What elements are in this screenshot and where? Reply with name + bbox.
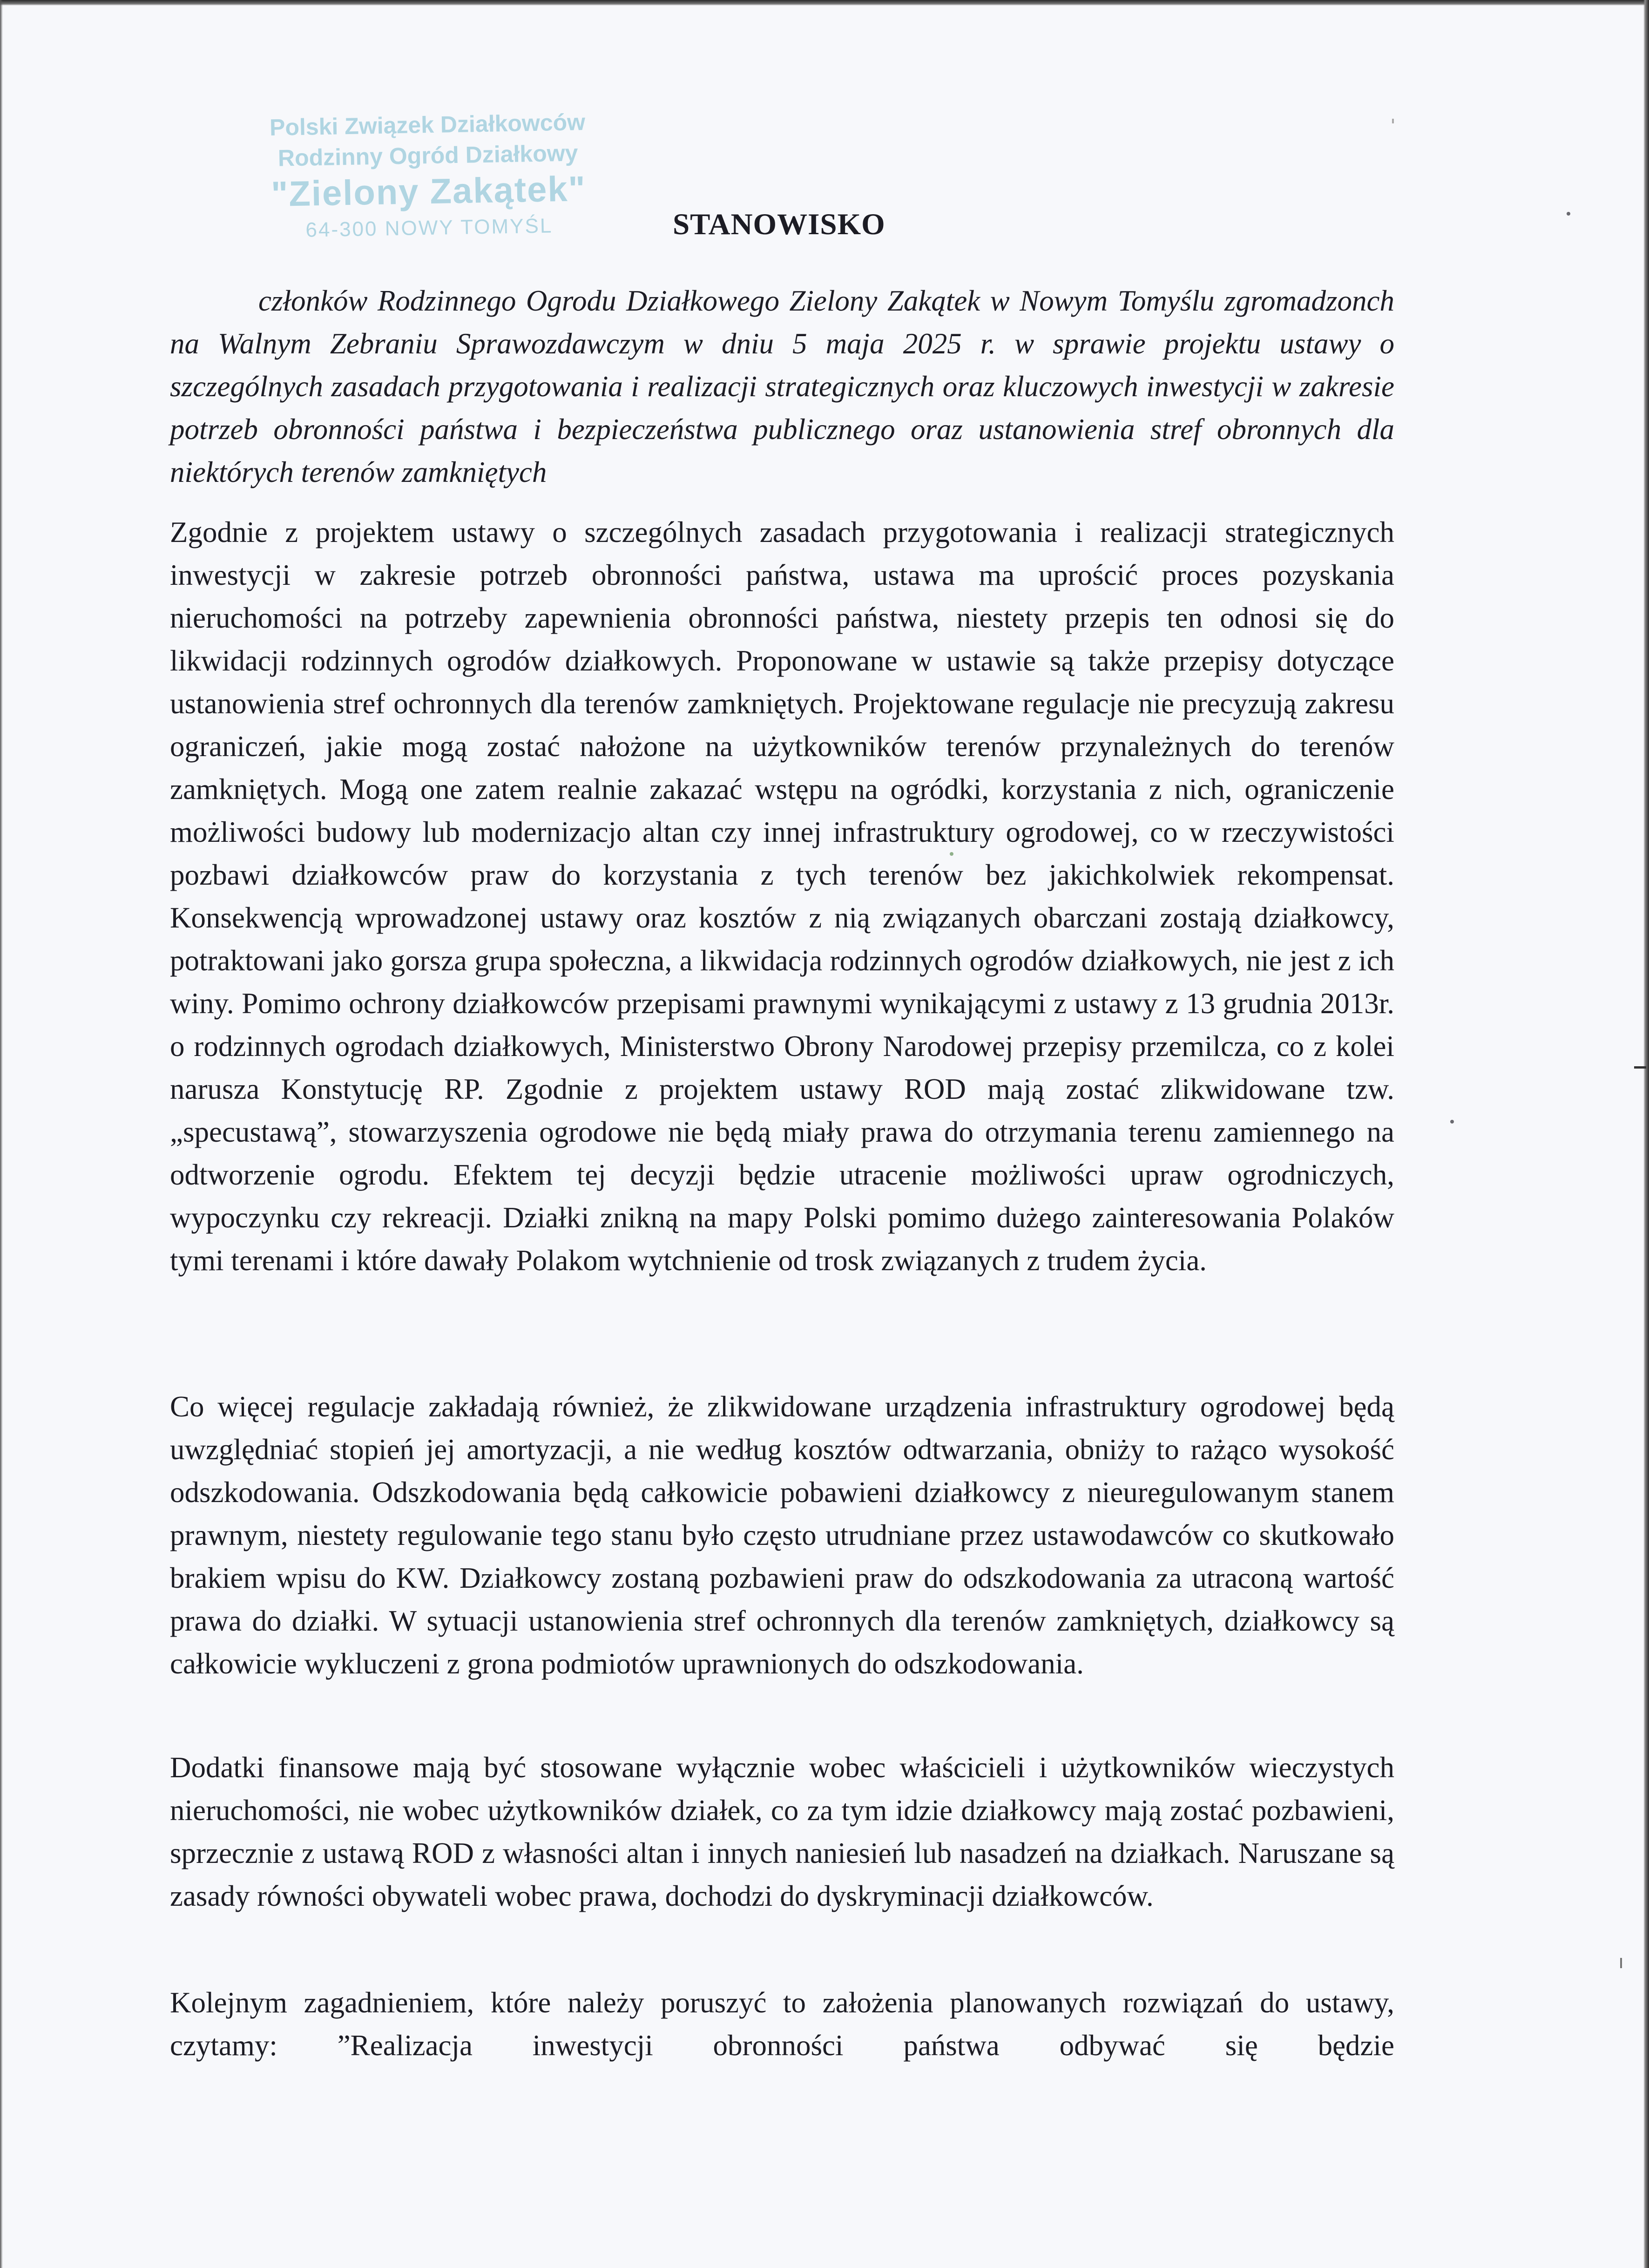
stamp-line-1: Polski Związek Działkowców <box>269 109 586 141</box>
scan-mark <box>1392 119 1394 123</box>
scan-mark <box>1620 1958 1622 1968</box>
paragraph-2: Co więcej regulacje zakładają również, że zlikwidowane urządzenia infrastruktury ogrodowej będą uwzględniać stopień jej amortyzacji, a nie według kosztów odtwarzania, obniży to rażąco wysokość odszkodowania. Odszkodowania będą całkowicie pobawieni działkowcy z nieuregulowanym stanem prawnym, niestety regulowanie tego stanu było często utrudniane przez ustawodawców co skutkowało brakiem wpisu do KW. Działkowcy zostaną pozbawieni praw do odszkodowania za utraconą wartość prawa do działki. W sytuacji ustanowienia stref ochronnych dla terenów zamkniętych, działkowcy są całkowicie wykluczeni z grona podmiotów uprawnionych do odszkodowania. <box>170 1390 1394 1680</box>
scan-speck <box>950 852 953 856</box>
scan-speck <box>1450 1120 1454 1124</box>
stamp-line-2: Rodzinny Ogród Działkowy <box>277 140 578 171</box>
paragraph-3: Dodatki finansowe mają być stosowane wyłącznie wobec właścicieli i użytkowników wieczystych nieruchomości, nie wobec użytkowników działek, co za tym idzie działkowcy mają zostać pozbawieni, sprzecznie z ustawą ROD z własności altan i innych naniesień lub nasadzeń na działkach. Naruszane są zasady równości obywateli wobec prawa, dochodzi do dyskryminacji działkowców. <box>170 1751 1394 1912</box>
stamp-line-4: 64-300 NOWY TOMYŚL <box>305 214 553 242</box>
document-intro: członków Rodzinnego Ogrodu Działkowego Zielony Zakątek w Nowym Tomyślu zgromadzonch na Walnym Zebraniu Sprawozdawczym w dniu 5 maja 2025 r. w sprawie projektu ustawy o szczególnych zasadach przygotowania i realizacji strategicznych oraz kluczowych inwestycji w zakresie potrzeb obronności państwa i bezpieczeństwa publicznego oraz ustanowienia stref obronnych dla niektórych terenów zamkniętych <box>170 284 1394 488</box>
scan-border-left <box>0 0 3 2268</box>
scan-border-top <box>0 0 1649 6</box>
scan-mark <box>1634 1066 1646 1069</box>
scan-border-right <box>1643 0 1649 2268</box>
organization-stamp <box>223 106 635 247</box>
stamp-line-3: "Zielony Zakątek" <box>270 169 587 214</box>
scan-speck <box>1567 212 1570 216</box>
paragraph-1: Zgodnie z projektem ustawy o szczególnych zasadach przygotowania i realizacji strategicznych inwestycji w zakresie potrzeb obronności państwa, ustawa ma uprościć proces pozyskania nieruchomości na potrzeby zapewnienia obronności państwa, niestety przepis ten odnosi się do likwidacji rodzinnych ogrodów działkowych. Proponowane w ustawie są także przepisy dotyczące ustanowienia stref ochronnych dla terenów zamkniętych. Projektowane regulacje nie precyzują zakresu ograniczeń, jakie mogą zostać nałożone na użytkowników terenów przynależnych do terenów zamkniętych. Mogą one zatem realnie zakazać wstępu na ogródki, korzystania z nich, ograniczenie możliwości budowy lub modernizacjo altan czy innej infrastruktury ogrodowej, co w rzeczywistości pozbawi działkowców praw do korzystania z tych terenów bez jakichkolwiek rekompensat. Konsekwencją wprowadzonej ustawy oraz kosztów z nią związanych obarczani zostają działkowcy, potraktowani jako gorsza grupa społeczna, a likwidacja rodzinnych ogrodów działkowych, nie jest z ich winy. Pomimo ochrony działkowców przepisami prawnymi wynikającymi z ustawy z 13 grudnia 2013r. o rodzinnych ogrodach działkowych, Ministerstwo Obrony Narodowej przepisy przemilcza, co z kolei narusza Konstytucję RP. Zgodnie z projektem ustawy ROD mają zostać zlikwidowane tzw. „specustawą”, stowarzyszenia ogrodowe nie będą miały prawa do otrzymania terenu zamiennego na odtworzenie ogrodu. Efektem tej decyzji będzie utracenie możliwości upraw ogrodniczych, wypoczynku czy rekreacji. Działki znikną na mapy Polski pomimo dużego zainteresowania Polaków tymi terenami i które dawały Polakom wytchnienie od trosk związanych z trudem życia. <box>170 516 1394 1277</box>
paragraph-4-text: Kolejnym zagadnieniem, które należy poruszyć to założenia planowanych rozwiązań do ustawy, czytamy: ”Realizacja inwestycji obronności państwa odbywać się będzie <box>170 1986 1394 2062</box>
document-title: STANOWISKO <box>673 208 885 241</box>
paragraph-4 <box>170 1981 1394 2067</box>
